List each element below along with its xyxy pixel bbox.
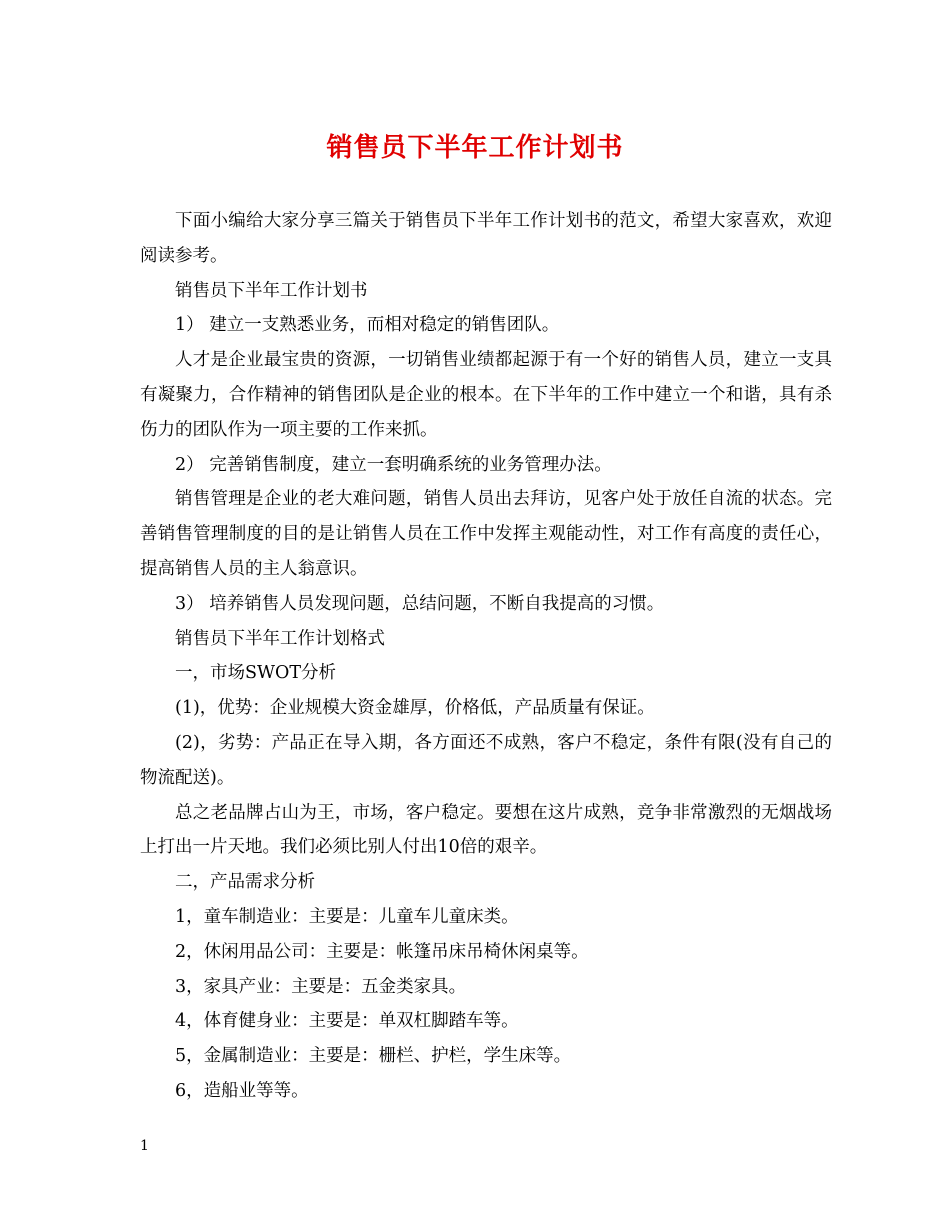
list-item: 6，造船业等等。 (175, 1080, 309, 1101)
paragraph-point-1: 1） 建立一支熟悉业务，而相对稳定的销售团队。 (175, 315, 560, 336)
paragraph-demand-heading: 二，产品需求分析 (175, 872, 315, 893)
list-item: 5，金属制造业：主要是：栅栏、护栏，学生床等。 (175, 1046, 572, 1067)
paragraph-swot-heading: 一，市场SWOT分析 (175, 663, 336, 684)
page-number: 1 (140, 1138, 149, 1154)
document-title: 销售员下半年工作计划书 (326, 133, 624, 163)
list-item: 1，童车制造业：主要是：儿童车儿童床类。 (175, 906, 519, 927)
paragraph-point-1-detail: 人才是企业最宝贵的资源，一切销售业绩都起源于有一个好的销售人员，建立一支具有凝聚力，合作精神的销售团队是企业的根本。在下半年的工作中建立一个和谐，具有杀伤力的团队作为一项主要的工作来抓。 (140, 350, 832, 440)
paragraph-format-heading: 销售员下半年工作计划格式 (175, 628, 385, 649)
list-item: 2，休闲用品公司：主要是：帐篷吊床吊椅休闲桌等。 (175, 941, 589, 962)
document-body (140, 204, 832, 1109)
paragraph-swot-summary: 总之老品牌占山为王，市场，客户稳定。要想在这片成熟，竞争非常激烈的无烟战场上打出一片天地。我们必须比别人付出10倍的艰辛。 (140, 802, 832, 858)
paragraph-swot-weakness: (2)，劣势：产品正在导入期，各方面还不成熟，客户不稳定，条件有限(没有自己的物流配送)。 (140, 732, 832, 788)
paragraph-swot-strength: (1)，优势：企业规模大资金雄厚，价格低，产品质量有保证。 (175, 698, 655, 719)
list-item: 4，体育健身业：主要是：单双杠脚踏车等。 (175, 1011, 519, 1032)
paragraph-section-heading: 销售员下半年工作计划书 (175, 280, 368, 301)
list-item: 3，家具产业：主要是：五金类家具。 (175, 976, 467, 997)
paragraph-point-2-detail: 销售管理是企业的老大难问题，销售人员出去拜访，见客户处于放任自流的状态。完善销售管理制度的目的是让销售人员在工作中发挥主观能动性，对工作有高度的责任心，提高销售人员的主人翁意识。 (140, 489, 832, 579)
paragraph-point-2: 2） 完善销售制度，建立一套明确系统的业务管理办法。 (175, 454, 612, 475)
paragraph-point-3: 3） 培养销售人员发现问题，总结问题，不断自我提高的习惯。 (175, 593, 665, 614)
paragraph-intro: 下面小编给大家分享三篇关于销售员下半年工作计划书的范文，希望大家喜欢，欢迎阅读参考。 (140, 211, 832, 266)
